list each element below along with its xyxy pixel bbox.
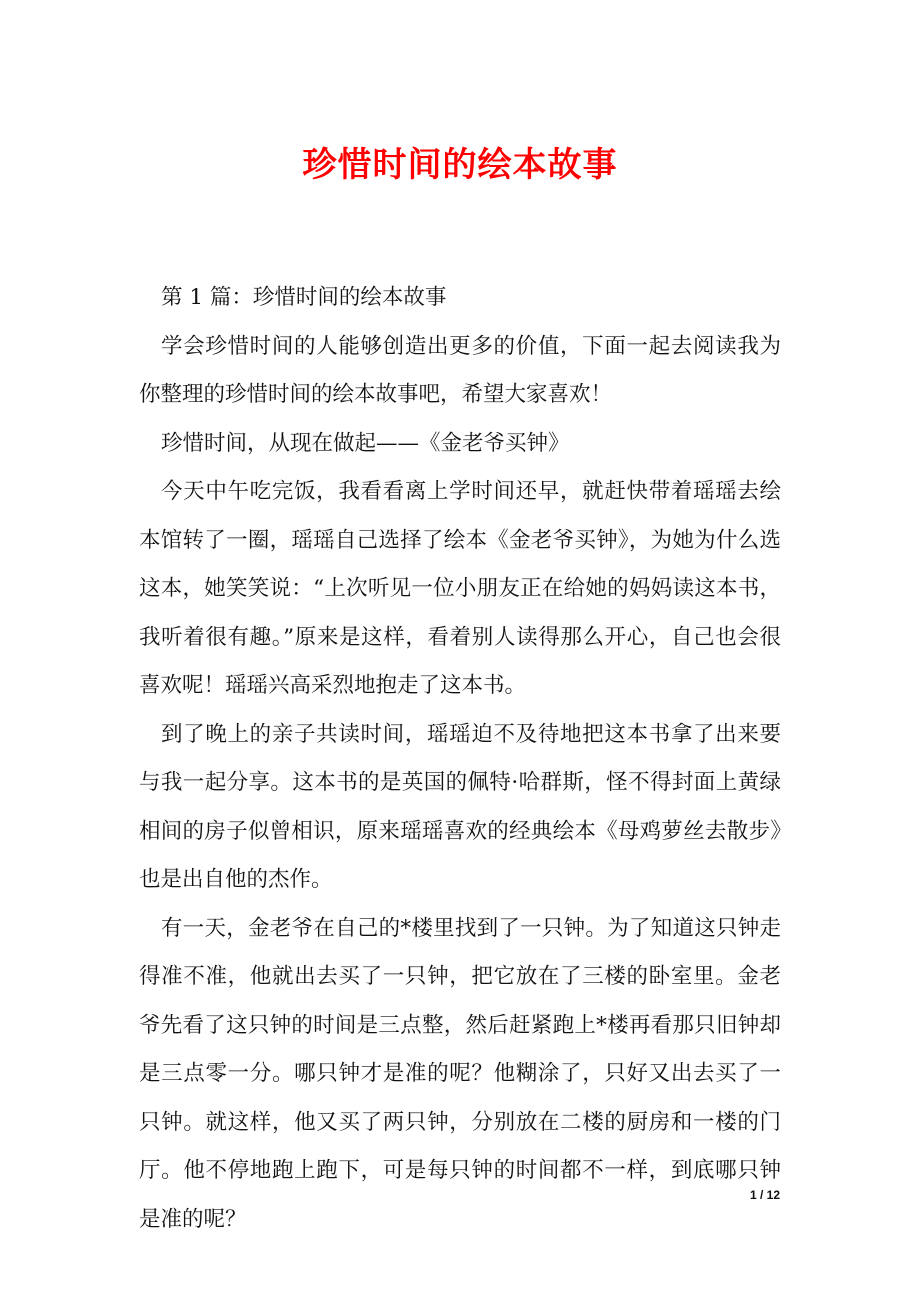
document-title: 珍惜时间的绘本故事: [302, 145, 618, 185]
paragraph-story-2: 到了晚上的亲子共读时间，瑶瑶迫不及待地把这本书拿了出来要与我一起分享。这本书的是英国的佩特·哈群斯，怪不得封面上黄绿相间的房子似曾相识，原来瑶瑶喜欢的经典绘本《母鸡萝丝去散步》也是出自他的杰作。: [139, 721, 781, 892]
page-number: 1 / 12: [749, 1188, 780, 1202]
paragraph-story-3: 有一天，金老爷在自己的*楼里找到了一只钟。为了知道这只钟走得准不准，他就出去买了一只钟，把它放在了三楼的卧室里。金老爷先看了这只钟的时间是三点整，然后赶紧跑上*楼再看那只旧钟却是三点零一分。哪只钟才是准的呢？他糊涂了，只好又出去买了一只钟。就这样，他又买了两只钟，分别放在二楼的厨房和一楼的门厅。他不停地跑上跑下，可是每只钟的时间都不一样，到底哪只钟是准的呢？: [139, 915, 781, 1232]
paragraph-intro: 学会珍惜时间的人能够创造出更多的价值，下面一起去阅读我为你整理的珍惜时间的绘本故事吧，希望大家喜欢！: [139, 333, 781, 407]
document-body: [139, 274, 781, 1244]
paragraph-heading: 第 1 篇：珍惜时间的绘本故事: [161, 285, 447, 310]
paragraph-subtitle: 珍惜时间，从现在做起——《金老爷买钟》: [161, 430, 570, 456]
paragraph-story-1: 今天中午吃完饭，我看看离上学时间还早，就赶快带着瑶瑶去绘本馆转了一圈，瑶瑶自己选择了绘本《金老爷买钟》，为她为什么选这本，她笑笑说：“上次听见一位小朋友正在给她的妈妈读这本书，我听着很有趣。”原来是这样，看着别人读得那么开心，自己也会很喜欢呢！瑶瑶兴高采烈地抱走了这本书。: [139, 479, 781, 698]
